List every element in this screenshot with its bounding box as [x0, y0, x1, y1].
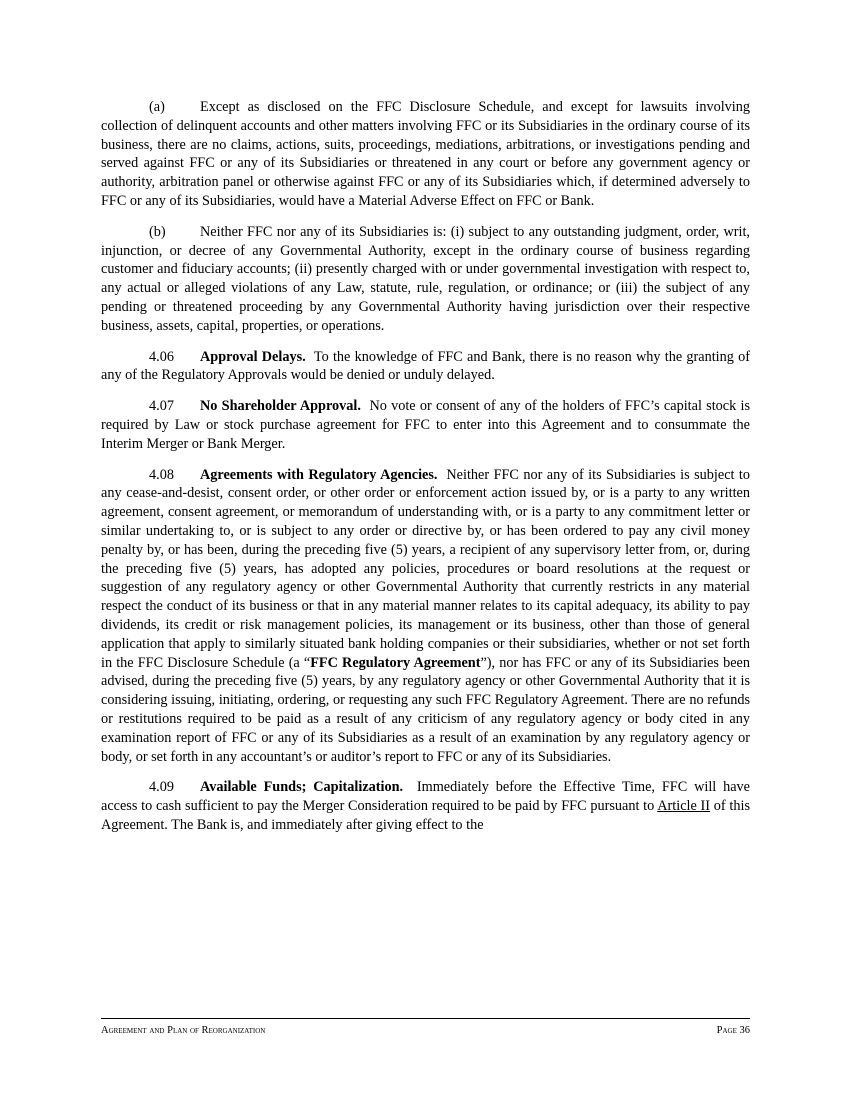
section-text: Immediately before the Effective Time, FFC will have access to cash sufficient to pay the Merger Consideration required to be paid by FFC pursuant to — [101, 779, 751, 815]
section-4-08 — [101, 466, 750, 767]
paragraph-text: Except as disclosed on the FFC Disclosure Schedule, and except for lawsuits involving collection of delinquent accounts and other matters involving FFC or its Subsidiaries in the ordinary course of its business, there are no claims, actions, suits, proceedings, mediations, arbitrations, or investigations pending and served against FFC or any of its Subsidiaries or threatened in any court or before any government agency or authority, arbitration panel or otherwise against FFC or any of its Subsidiaries which, if determined adversely to FFC or any of its Subsidiaries, would have a Material Adverse Effect on FFC or Bank. — [101, 99, 750, 209]
section-number: 4.08 — [149, 466, 174, 483]
defined-term: FFC Regulatory Agreement — [310, 654, 481, 671]
section-4-09 — [101, 778, 750, 834]
section-text-continued: ”), nor has FFC or any of its Subsidiaries been advised, during the preceding five (5) years, by any regulatory agency or other Governmental Authority that it is considering issuing, initiating, ordering, or requesting any such FFC Regulatory Agreement. There are no refunds or restitutions required to be paid as a result of any criticism of any regulatory agency or body cited in any examination report of FFC or any of its Subsidiaries as a result of an examination by any regulatory agency or body, or set forth in any accountant’s or auditor’s report to FFC or any of its Subsidiaries. — [101, 654, 750, 765]
section-heading: Approval Delays. — [200, 348, 306, 365]
section-4-07 — [101, 397, 750, 453]
section-text: To the knowledge of FFC and Bank, there is no reason why the granting of any of the Regulatory Approvals would be denied or unduly delayed. — [101, 348, 750, 384]
footer-document-title: Agreement and Plan of Reorganization — [101, 1025, 266, 1036]
section-heading: No Shareholder Approval. — [200, 398, 361, 415]
section-heading: Available Funds; Capitalization. — [200, 779, 404, 796]
footer-divider — [101, 1018, 750, 1019]
article-reference-link[interactable]: Article II — [657, 798, 711, 815]
section-4-06 — [101, 348, 750, 386]
section-number: 4.07 — [149, 398, 174, 415]
footer-page-number: Page 36 — [716, 1025, 750, 1036]
paragraph-text: Neither FFC nor any of its Subsidiaries is: (i) subject to any outstanding judgment, order, writ, injunction, or decree of any Governmental Authority, except in the ordinary course of business regarding customer and fiduciary accounts; (ii) presently charged with or under governmental investigation with respect to, any actual or alleged violations of any Law, statute, rule, regulation, or ordinance; or (iii) the subject of any pending or threatened proceeding by any Governmental Authority having jurisdiction over their respective business, assets, capital, properties, or operations. — [101, 223, 750, 334]
section-number: 4.09 — [149, 779, 174, 796]
section-text: No vote or consent of any of the holders of FFC’s capital stock is required by Law or stock purchase agreement for FFC to enter into this Agreement and to consummate the Interim Merger or Bank Merger. — [101, 398, 750, 452]
paragraph-b — [101, 223, 750, 336]
section-heading: Agreements with Regulatory Agencies. — [200, 466, 438, 483]
section-text: Neither FFC nor any of its Subsidiaries is subject to any cease-and-desist, consent order, or other order or enforcement action issued by, or is a party to any written agreement, consent agreement, or memorandum of understanding with, or is a party to any commitment letter or similar undertaking to, or is subject to any order or directive by, or has been ordered to pay any civil money penalty by, or has been, during the preceding five (5) years, a recipient of any supervisory letter from, or, during the preceding five (5) years, has adopted any policies, procedures or board resolutions at the request or suggestion of any regulatory agency or other Governmental Authority that currently restricts in any material respect the conduct of its business or that in any material manner relates to its capital adequacy, its ability to pay dividends, its credit or risk management policies, its management or its business, other than those of general application that apply to similarly situated bank holding companies or their subsidiaries, whether or not set forth in the FFC Disclosure Schedule (a “ — [101, 466, 751, 671]
paragraph-a — [101, 98, 750, 211]
section-text-continued: of this Agreement. The Bank is, and immediately after giving effect to the — [101, 798, 751, 833]
document-body — [101, 98, 750, 835]
paragraph-label: (b) — [149, 223, 166, 240]
paragraph-label: (a) — [149, 99, 165, 115]
section-number: 4.06 — [149, 348, 174, 365]
